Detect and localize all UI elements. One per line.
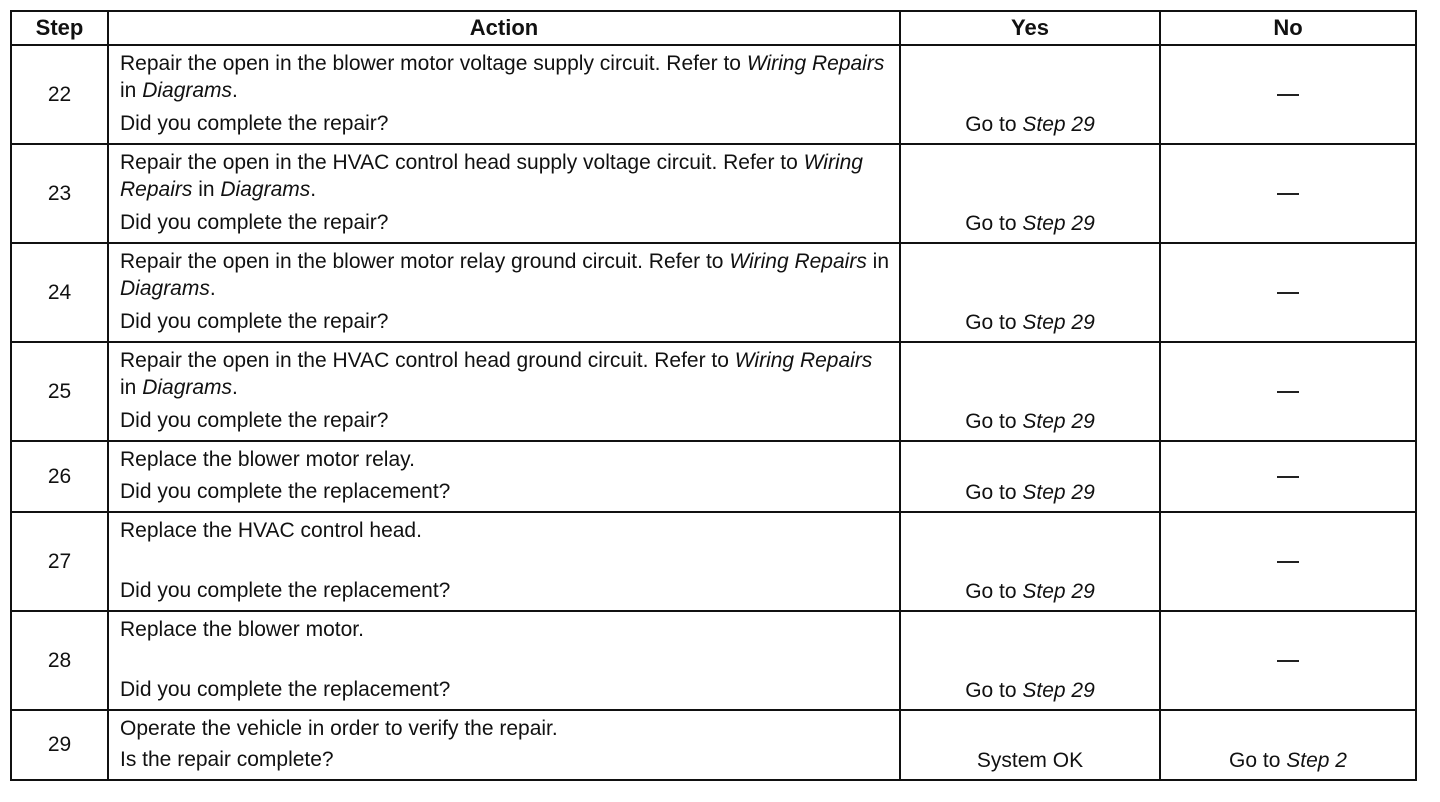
reference-link: Wiring Repairs xyxy=(734,349,873,372)
yes-result: Go to Step 29 xyxy=(900,45,1160,144)
table-row xyxy=(11,512,1416,611)
header-step: Step xyxy=(11,11,108,45)
step-number: 29 xyxy=(11,710,108,780)
no-result: Go to Step 2 xyxy=(1160,710,1416,780)
step-number: 25 xyxy=(11,342,108,441)
header-row xyxy=(11,11,1416,45)
action-question: Did you complete the replacement? xyxy=(120,579,451,602)
reference-link: Diagrams xyxy=(220,178,311,201)
no-result xyxy=(1160,45,1416,144)
action-instruction: Replace the HVAC control head. xyxy=(120,519,422,542)
step-reference: Step 29 xyxy=(1022,580,1095,603)
action-cell xyxy=(108,441,900,512)
action-cell xyxy=(108,611,900,710)
header-action: Action xyxy=(108,11,900,45)
action-instruction: Repair the open in the blower motor relay ground circuit. Refer to Wiring Repairs in Diagrams. xyxy=(120,250,890,300)
yes-result: System OK xyxy=(900,710,1160,780)
step-number: 23 xyxy=(11,144,108,243)
action-instruction: Replace the blower motor relay. xyxy=(120,448,415,471)
yes-result: Go to Step 29 xyxy=(900,144,1160,243)
action-question: Did you complete the repair? xyxy=(120,211,389,234)
no-result xyxy=(1160,512,1416,611)
dash-placeholder xyxy=(1277,476,1299,478)
action-cell xyxy=(108,512,900,611)
yes-result: Go to Step 29 xyxy=(900,342,1160,441)
step-reference: Step 29 xyxy=(1022,679,1095,702)
step-reference: Step 29 xyxy=(1022,410,1095,433)
action-instruction: Repair the open in the HVAC control head supply voltage circuit. Refer to Wiring Repairs in Diagrams. xyxy=(120,151,863,201)
dash-placeholder xyxy=(1277,94,1299,96)
table-row xyxy=(11,441,1416,512)
reference-link: Diagrams xyxy=(120,277,210,300)
table-row xyxy=(11,243,1416,342)
reference-link: Wiring Repairs xyxy=(729,250,867,273)
diagnostic-table-page xyxy=(10,10,1415,781)
no-result xyxy=(1160,342,1416,441)
step-number: 24 xyxy=(11,243,108,342)
table-row xyxy=(11,710,1416,780)
action-cell xyxy=(108,710,900,780)
table-row xyxy=(11,342,1416,441)
reference-link: Diagrams xyxy=(142,376,233,399)
action-question: Did you complete the replacement? xyxy=(120,678,451,701)
action-instruction: Replace the blower motor. xyxy=(120,618,364,641)
table-row xyxy=(11,144,1416,243)
yes-result: Go to Step 29 xyxy=(900,243,1160,342)
action-instruction: Repair the open in the blower motor voltage supply circuit. Refer to Wiring Repairs in Diagrams. xyxy=(120,52,885,102)
step-reference: Step 29 xyxy=(1022,212,1095,235)
action-question: Is the repair complete? xyxy=(120,748,334,771)
no-result xyxy=(1160,243,1416,342)
step-number: 27 xyxy=(11,512,108,611)
yes-result: Go to Step 29 xyxy=(900,512,1160,611)
no-result xyxy=(1160,611,1416,710)
no-result xyxy=(1160,144,1416,243)
table-row xyxy=(11,45,1416,144)
no-result xyxy=(1160,441,1416,512)
step-number: 28 xyxy=(11,611,108,710)
action-instruction: Repair the open in the HVAC control head ground circuit. Refer to Wiring Repairs in Diagrams. xyxy=(120,349,873,399)
action-cell xyxy=(108,144,900,243)
step-reference: Step 29 xyxy=(1022,311,1095,334)
reference-link: Wiring Repairs xyxy=(120,151,863,201)
action-question: Did you complete the repair? xyxy=(120,310,389,333)
step-reference: Step 29 xyxy=(1022,113,1095,136)
dash-placeholder xyxy=(1277,292,1299,294)
action-question: Did you complete the repair? xyxy=(120,409,389,432)
header-yes: Yes xyxy=(900,11,1160,45)
step-number: 26 xyxy=(11,441,108,512)
dash-placeholder xyxy=(1277,193,1299,195)
dash-placeholder xyxy=(1277,561,1299,563)
action-instruction: Operate the vehicle in order to verify the repair. xyxy=(120,717,558,740)
table-row xyxy=(11,611,1416,710)
dash-placeholder xyxy=(1277,660,1299,662)
reference-link: Diagrams xyxy=(142,79,233,102)
yes-result: Go to Step 29 xyxy=(900,611,1160,710)
action-cell xyxy=(108,342,900,441)
dash-placeholder xyxy=(1277,391,1299,393)
yes-result: Go to Step 29 xyxy=(900,441,1160,512)
action-cell xyxy=(108,243,900,342)
step-reference: Step 29 xyxy=(1022,481,1095,504)
header-no: No xyxy=(1160,11,1416,45)
step-number: 22 xyxy=(11,45,108,144)
reference-link: Wiring Repairs xyxy=(746,52,885,75)
action-question: Did you complete the repair? xyxy=(120,112,389,135)
action-question: Did you complete the replacement? xyxy=(120,480,451,503)
diagnostic-steps-table xyxy=(10,10,1417,781)
step-reference: Step 2 xyxy=(1286,749,1347,772)
action-cell xyxy=(108,45,900,144)
